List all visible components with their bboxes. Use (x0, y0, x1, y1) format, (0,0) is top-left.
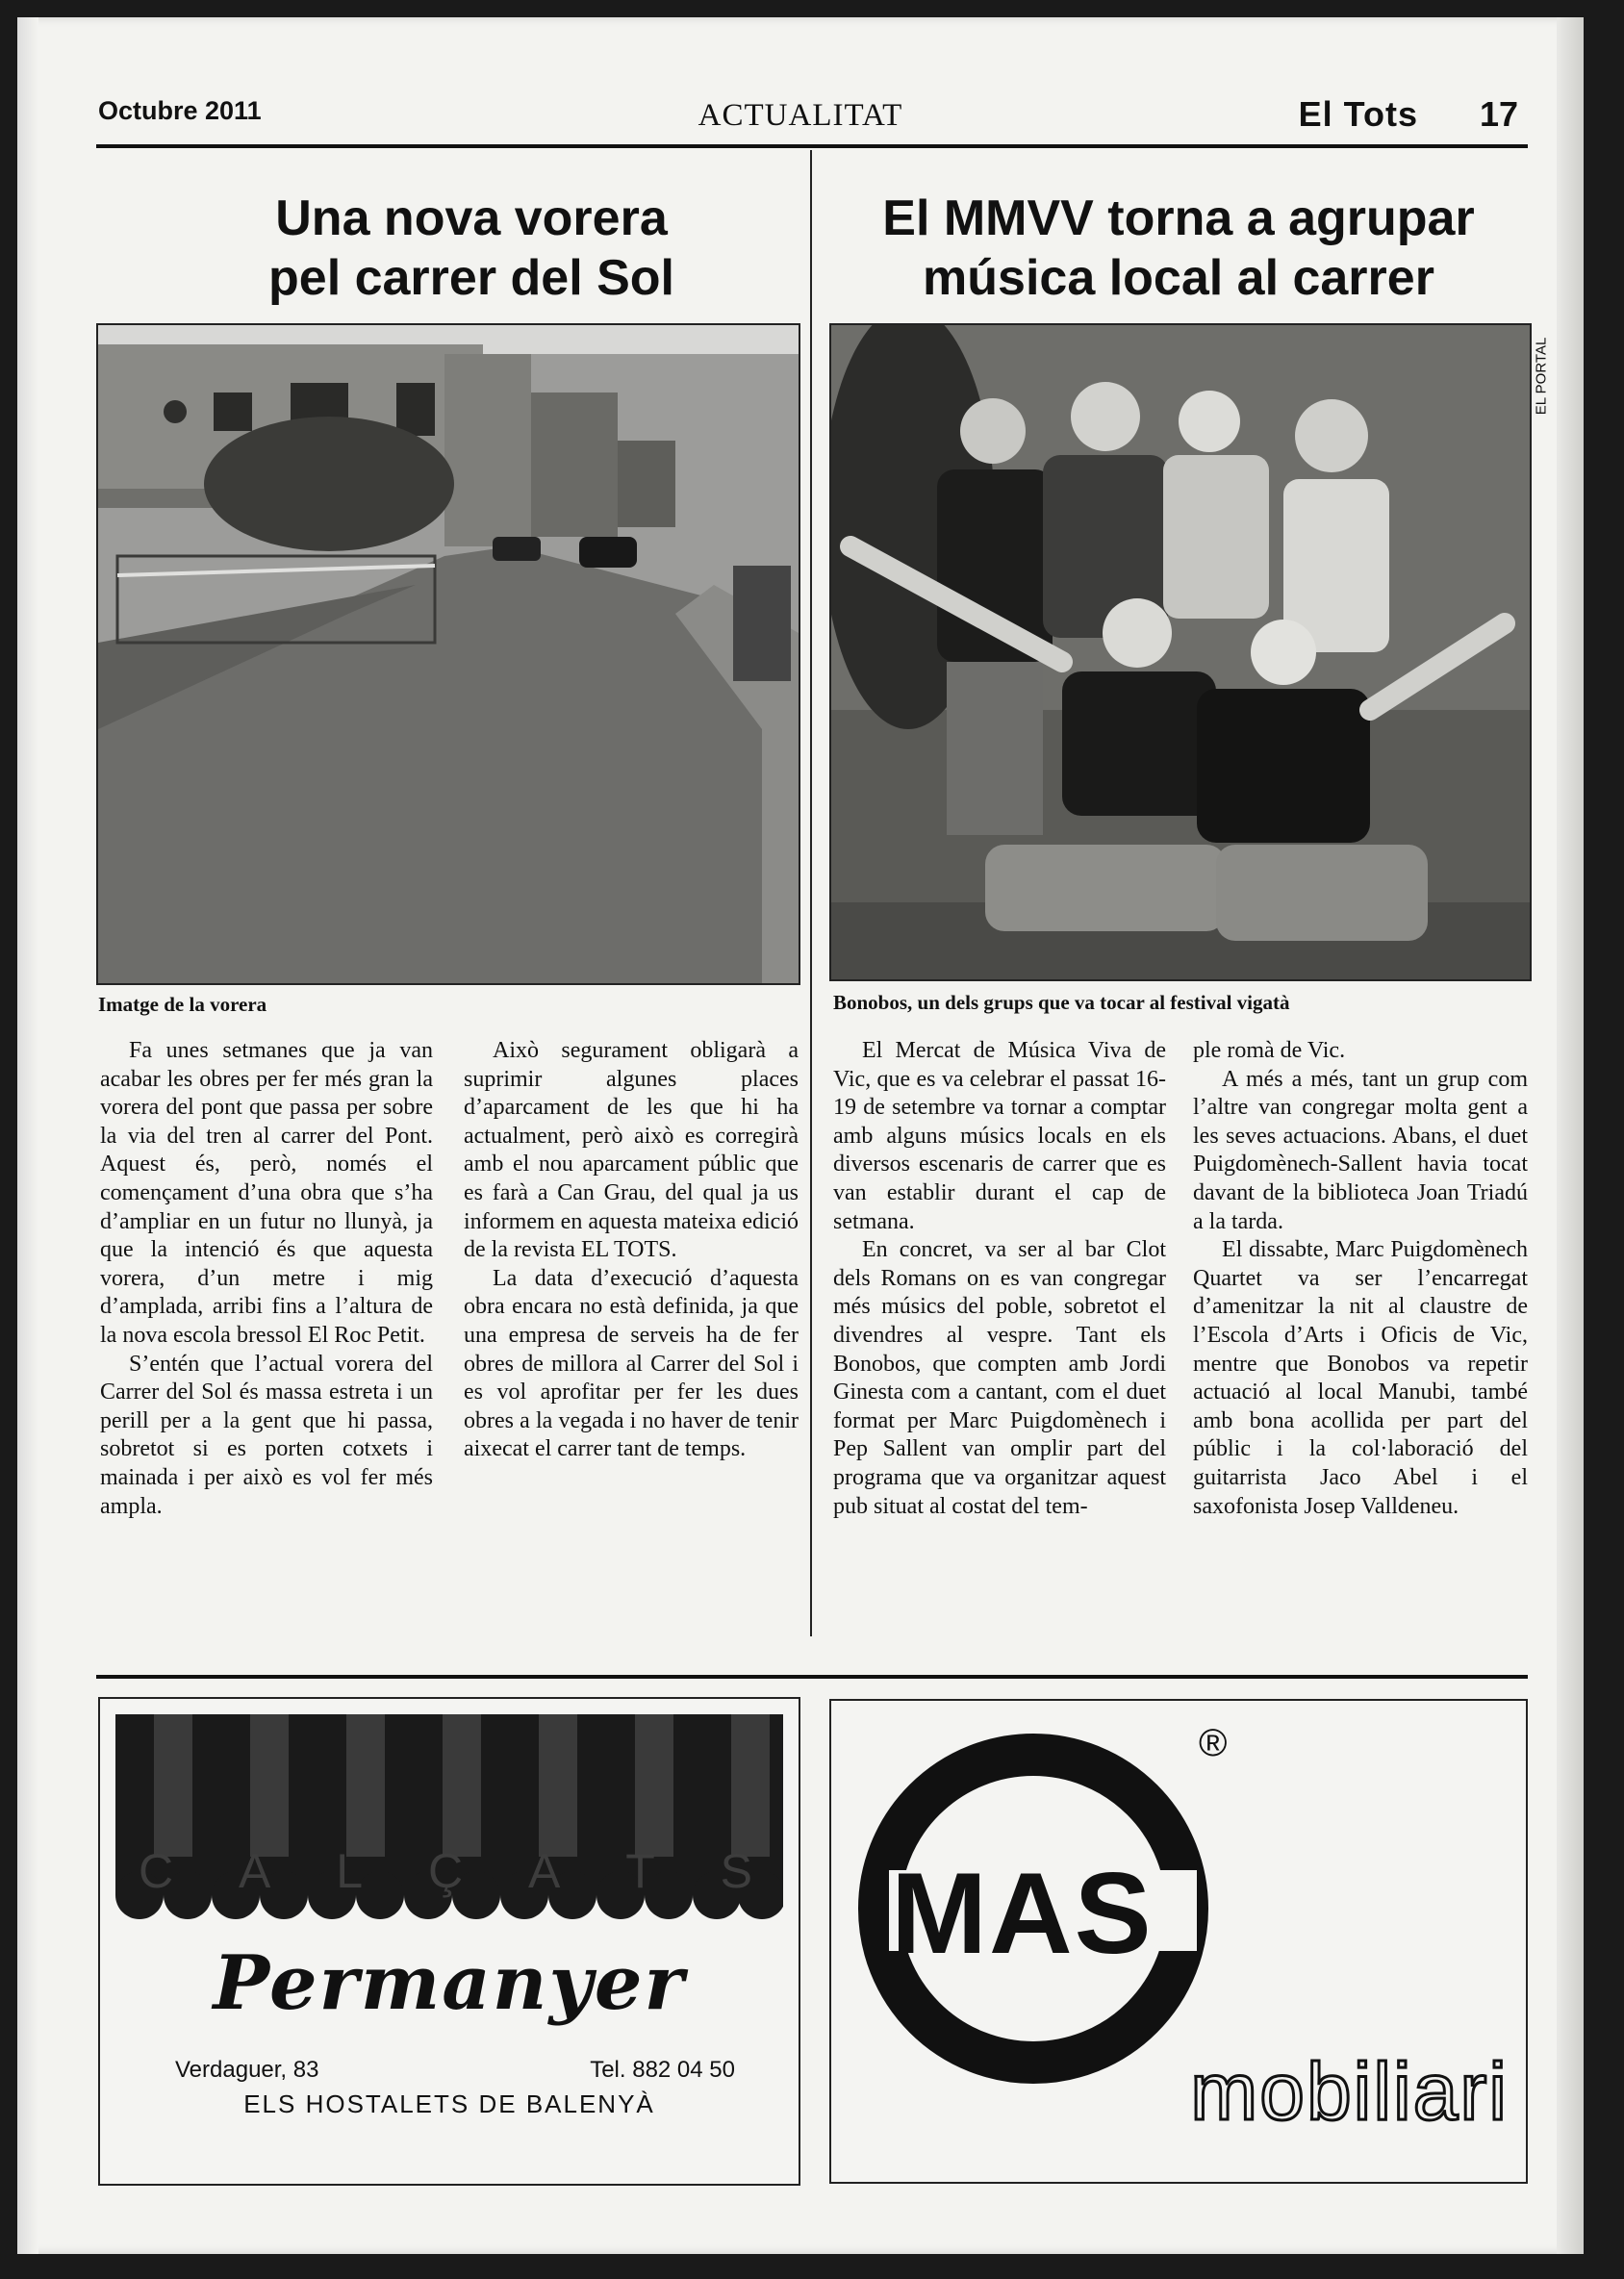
street-photo (96, 323, 800, 985)
photo-credit-text: EL PORTAL (1533, 337, 1550, 416)
right-article-column-2 (1193, 1037, 1528, 1521)
store-phone: Tel. 882 04 50 (590, 2057, 735, 2083)
paragraph: El Mercat de Música Viva de Vic, que es va celebrar el passat 16-19 de setembre va tornar a comptar amb alguns músics locals en els diversos escenaris de carrer que es van establir durant el cap de setmana. (833, 1038, 1166, 1234)
photo-credit (1530, 323, 1553, 429)
awning-letter: Ç (427, 1844, 466, 1898)
paragraph: Fa unes setmanes que ja van acabar les obres per fer més gran la vorera del pont que passa per sobre la via del tren al carrer del Pont. Aquest és, però, només el començament d’una obra que s’ha d’ampliar en un futur no llunyà, ja que la intenció és que aquesta vorera, d’un metre i mig d’amplada, arribi fins a l’altura de la nova escola bressol El Roc Petit. (100, 1038, 433, 1348)
paragraph: La data d’execució d’aquesta obra encara no està definida, ja que una empresa de serveis ha de fer obres de millora al Carrer del Sol i es vol aprofitar per fer les dues obres a la vegada i no haver de tenir aixecat el carrer tant de temps. (464, 1265, 799, 1462)
headline-line: Una nova vorera (275, 190, 668, 246)
store-address: Verdaguer, 83 (175, 2057, 319, 2083)
ads-rule (96, 1675, 1528, 1679)
store-town: ELS HOSTALETS DE BALENYÀ (243, 2089, 655, 2118)
left-article-headline (192, 189, 750, 308)
awning-letter: A (527, 1844, 563, 1898)
right-article-headline (842, 189, 1515, 308)
furniture-ad (829, 1699, 1528, 2184)
paragraph: El dissabte, Marc Puigdomènech Quartet va ser l’encarregat d’amenitzar la nit al claustre de l’Escola d’Arts i Oficis de Vic, mentre que Bonobos va repetir actuació al local Manubi, també amb bona acollida per part del públic i la col·laboració del guitarrista Jaco Abel i el saxofonista Josep Valldeneu. (1193, 1237, 1528, 1519)
right-article-column-1 (833, 1037, 1166, 1521)
store-brand-name: Permanyer (213, 1939, 686, 2027)
issue-date: Octubre 2011 (98, 96, 262, 125)
page-number: 17 (1479, 94, 1518, 134)
awning-letter: S (720, 1844, 754, 1898)
paragraph: Això segurament obligarà a suprimir algunes places d’aparcament de les que hi ha actualment, però això es corregirà amb el nou aparcament públic que es farà a Can Grau, del qual ja us informem en aquesta mateixa edició de la revista EL TOTS. (464, 1038, 799, 1263)
left-article-column-1 (100, 1037, 433, 1521)
binding-shadow (17, 17, 38, 2254)
paragraph: A més a més, tant un grup com l’altre van congregar molta gent a les seves actuacions. Abans, el duet Puigdomènech-Sallent havia tocat davant de la biblioteca Joan Triadú a la tarda. (1193, 1066, 1528, 1234)
mas-logo-text: MAS (891, 1849, 1154, 1978)
headline-line: pel carrer del Sol (268, 250, 674, 306)
street-photo-image (98, 325, 799, 983)
paragraph: ple romà de Vic. (1193, 1038, 1346, 1063)
headline-line: música local al carrer (923, 250, 1434, 306)
section-title: ACTUALITAT (698, 98, 903, 133)
paragraph: S’entén que l’actual vorera del Carrer del Sol és massa estreta i un perill per a la gent que hi passa, sobretot si es porten cotxets i mainada i per això es vol fer més ampla. (100, 1351, 433, 1519)
publication-name: El Tots (1298, 94, 1418, 134)
registered-mark: ® (1199, 1722, 1228, 1764)
column-divider (810, 150, 812, 1636)
page-header (79, 83, 1522, 146)
right-photo-caption: Bonobos, un dels grups que va tocar al festival vigatà (833, 991, 1290, 1014)
awning-lettering (139, 1843, 754, 1899)
left-photo-caption: Imatge de la vorera (98, 993, 267, 1016)
page-edge (1557, 17, 1584, 2254)
awning-letter: C (139, 1844, 176, 1898)
band-photo-image (831, 325, 1530, 979)
awning-letter: A (239, 1844, 273, 1898)
mobiliari-tagline: mobiliari (1190, 2046, 1509, 2137)
paragraph: En concret, va ser al bar Clot dels Romans on es van congregar més músics del poble, sobretot el divendres al vespre. Tant els Bonobos, que compten amb Jordi Ginesta com a cantant, com el duet format per Marc Puigdomènech i Pep Sallent van omplir part del programa que va organitzar aquest pub situat al costat del tem- (833, 1237, 1166, 1519)
headline-line: El MMVV torna a agrupar (882, 190, 1475, 246)
band-photo (829, 323, 1532, 981)
left-article-column-2 (464, 1037, 799, 1464)
header-rule (96, 144, 1528, 148)
awning-letter: T (625, 1844, 657, 1898)
shoe-store-ad (98, 1697, 800, 2186)
awning-letter: L (336, 1844, 366, 1898)
